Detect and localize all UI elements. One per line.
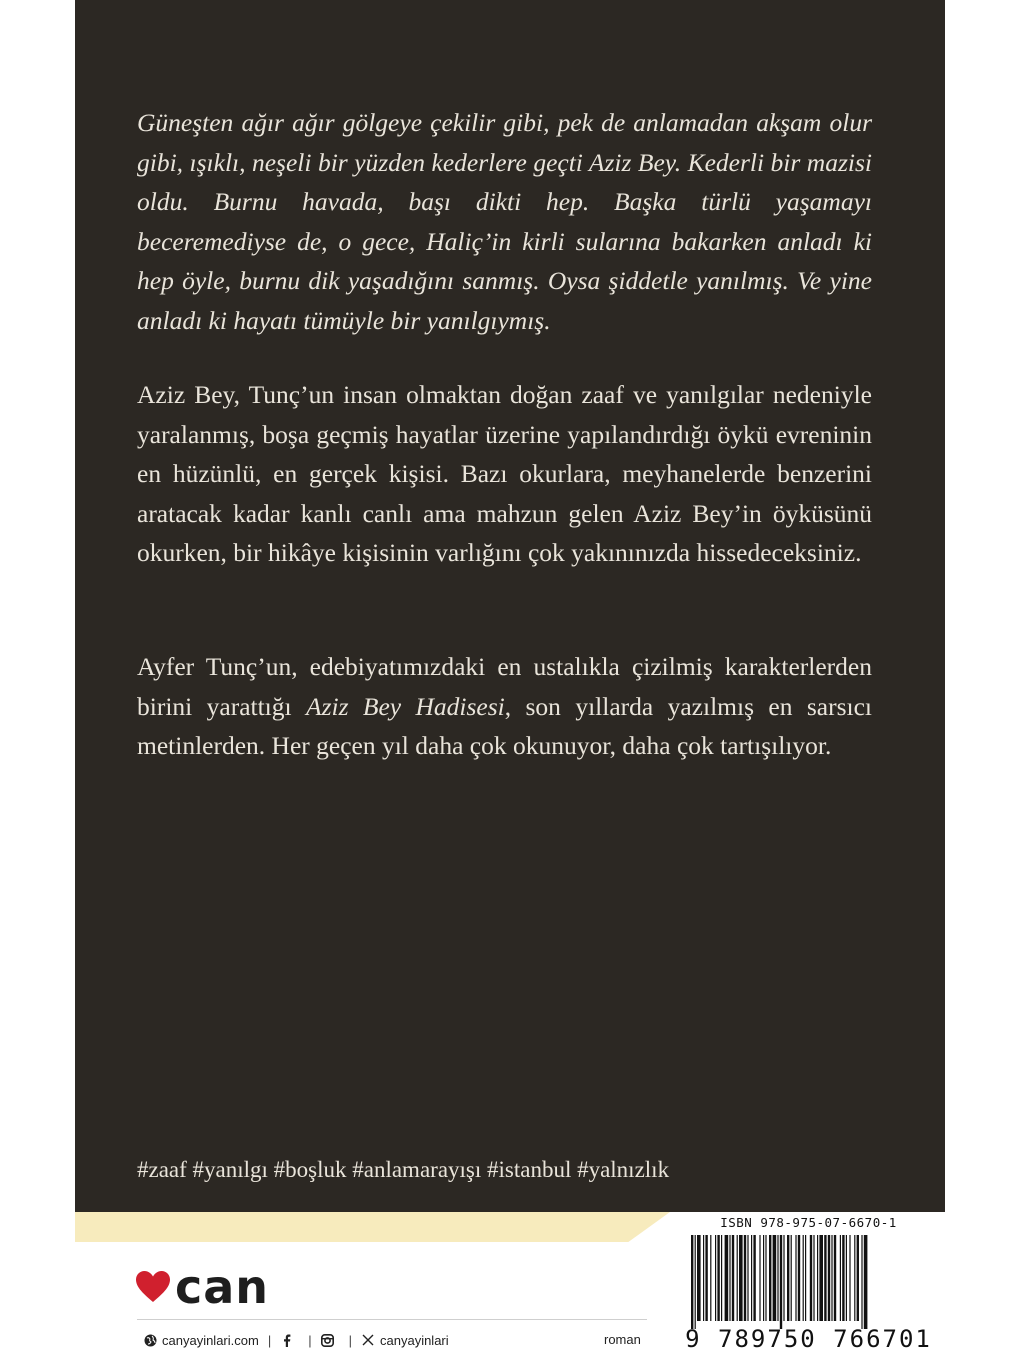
- barcode-bar: [857, 1235, 859, 1321]
- globe-icon: [143, 1333, 157, 1347]
- genre-label: roman: [604, 1332, 641, 1347]
- barcode-bar: [744, 1235, 746, 1321]
- barcode-bar: [765, 1235, 766, 1321]
- separator: |: [348, 1332, 352, 1348]
- barcode-bar: [732, 1235, 734, 1321]
- website-link[interactable]: canyayinlari.com: [162, 1332, 259, 1348]
- social-handle[interactable]: canyayinlari: [380, 1332, 449, 1348]
- barcode-bar: [697, 1235, 701, 1321]
- barcode-bar: [791, 1235, 792, 1321]
- barcode-bar: [721, 1235, 722, 1321]
- barcode-bar: [864, 1235, 868, 1329]
- barcode-bar: [783, 1235, 784, 1321]
- barcode-bar: [834, 1235, 836, 1321]
- barcode-bar: [803, 1235, 804, 1321]
- x-icon[interactable]: [361, 1333, 375, 1347]
- barcode-bar: [854, 1235, 855, 1321]
- barcode-bar: [710, 1235, 711, 1321]
- barcode-bar: [725, 1235, 729, 1321]
- barcode-bar: [777, 1235, 778, 1321]
- isbn-label: ISBN 978-975-07-6670-1: [720, 1215, 897, 1230]
- barcode-bar: [753, 1235, 755, 1321]
- isbn-barcode: [672, 1213, 945, 1360]
- publisher-logo-text: can: [175, 1260, 270, 1314]
- barcode-bar: [695, 1235, 696, 1329]
- barcode-bar: [861, 1235, 862, 1329]
- barcode-bar: [810, 1235, 812, 1321]
- barcode-digits: 9 789750 766701: [685, 1325, 932, 1353]
- italic-quote: Güneşten ağır ağır gölgeye çekilir gibi, pek de anlamadan akşam olur gibi, ışıklı, neşeli bir yüzden kederlere geçti Aziz Bey. Kederli bir mazisi oldu. Burnu havada, başı dikti hep. Başka türlü yaşamayı beceremediyse de, o gece, Haliç’in kirli sularına bakarken anladı ki hep öyle, burnu dik yaşadığını sanmış. Oysa şiddetle yanılmış. Ve yine anladı ki hayatı tümüyle bir yanılgıymış.: [137, 108, 872, 335]
- barcode-bar: [824, 1235, 826, 1321]
- hashtags: #zaaf #yanılgı #boşluk #anlamarayışı #istanbul #yalnızlık: [137, 1157, 670, 1182]
- barcode-bar: [849, 1235, 850, 1321]
- barcode-bar: [715, 1235, 716, 1321]
- barcode-bar: [739, 1235, 743, 1321]
- dark-text-panel: [75, 0, 945, 1212]
- barcode-image: [691, 1235, 927, 1329]
- barcode-bar: [795, 1235, 796, 1321]
- paragraph-2-text-before: Ayfer Tunç’un, edebiyatımızdaki en ustalıkla çizilmiş karakterlerden birini yarattığı: [137, 652, 872, 721]
- barcode-bar: [751, 1235, 752, 1321]
- barcode-bar: [780, 1235, 782, 1329]
- description-paragraph-2: [137, 647, 872, 766]
- publisher-footer: [143, 1330, 449, 1350]
- publisher-logo: [135, 1262, 269, 1312]
- facebook-icon[interactable]: [280, 1333, 294, 1347]
- instagram-icon[interactable]: [321, 1333, 335, 1347]
- description-paragraph-1: Aziz Bey, Tunç’un insan olmaktan doğan zaaf ve yanılgılar nedeniyle yaralanmış, boşa geçmiş hayatlar üzerine yapılandırdığı öykü evreninin en hüzünlü, en gerçek kişisi. Bazı okurlara, meyhanelerde benzerini aratacak kadar kanlı canlı ama mahzun gelen Aziz Bey’in öyküsünü okurken, bir hikâye kişisinin varlığını çok yakınınızda hissedeceksiniz.: [137, 380, 872, 567]
- barcode-bar: [817, 1235, 818, 1321]
- barcode-bar: [705, 1235, 707, 1321]
- barcode-bar: [828, 1235, 830, 1321]
- paragraph-2-text-after: , son yıllarda yazılmış en sarsıcı metinlerden. Her geçen yıl daha çok okunuyor, daha çok tartışılıyor.: [137, 691, 872, 760]
- barcode-bar: [759, 1235, 760, 1321]
- back-cover: [75, 0, 945, 1360]
- barcode-bar: [747, 1235, 748, 1321]
- barcode-bar: [831, 1235, 832, 1321]
- book-title-italic: Aziz Bey Hadisesi: [306, 691, 505, 721]
- barcode-bar: [840, 1235, 841, 1321]
- barcode-bar: [773, 1235, 777, 1321]
- barcode-bar: [729, 1235, 730, 1321]
- barcode-bar: [846, 1235, 847, 1321]
- barcode-bar: [769, 1235, 771, 1321]
- barcode-bar: [813, 1235, 814, 1321]
- barcode-bar: [842, 1235, 844, 1321]
- heart-icon: [135, 1270, 171, 1304]
- cream-strip: [75, 1212, 670, 1242]
- barcode-bar: [798, 1235, 800, 1321]
- barcode-bar: [763, 1235, 764, 1321]
- barcode-bar: [703, 1235, 704, 1321]
- barcode-bar: [819, 1235, 823, 1321]
- barcode-bar: [805, 1235, 806, 1321]
- separator: |: [267, 1332, 272, 1348]
- separator: |: [308, 1332, 312, 1348]
- barcode-bar: [717, 1235, 719, 1321]
- footer-divider: [137, 1319, 647, 1320]
- barcode-bar: [737, 1235, 738, 1321]
- barcode-bar: [691, 1235, 693, 1329]
- barcode-bar: [787, 1235, 789, 1321]
